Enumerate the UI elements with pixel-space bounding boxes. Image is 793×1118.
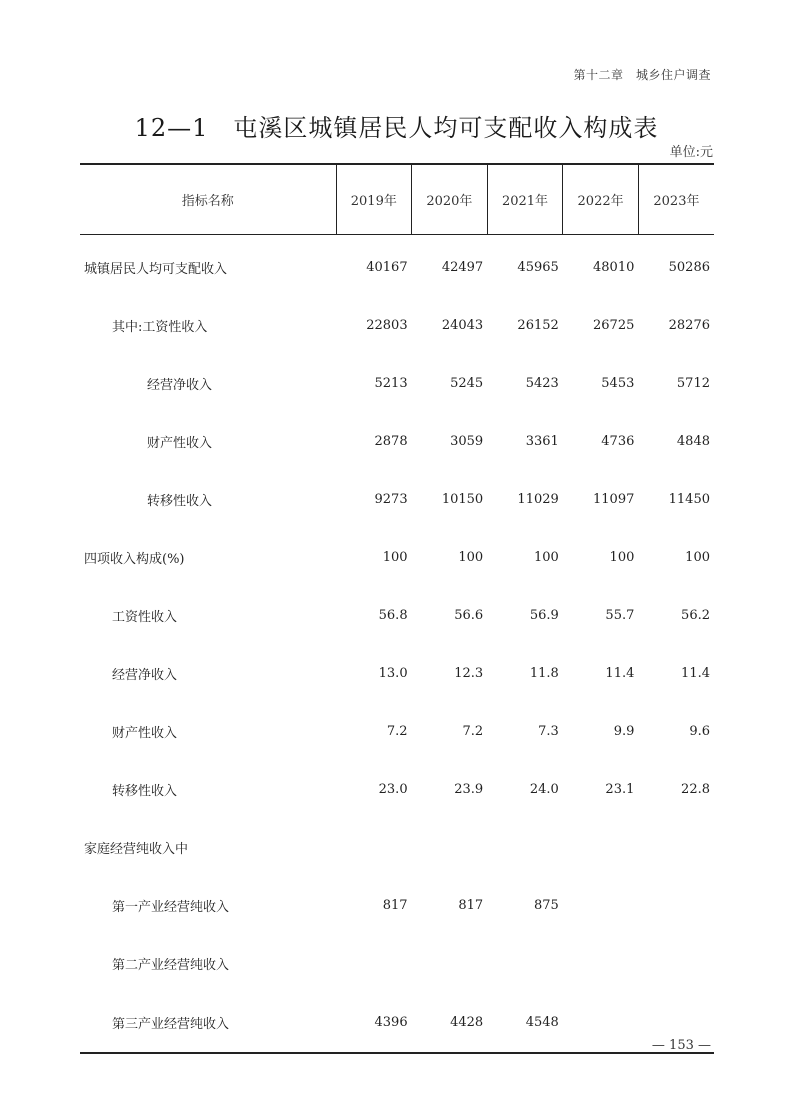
row-label: 经营净收入 bbox=[112, 667, 178, 683]
table-row bbox=[80, 412, 714, 470]
cell-value bbox=[412, 760, 488, 818]
table-row bbox=[80, 470, 714, 528]
chapter-header: 第十二章 城乡住户调查 bbox=[573, 68, 711, 82]
cell-value bbox=[336, 934, 412, 992]
cell-value bbox=[638, 876, 714, 934]
cell-text: 4548 bbox=[525, 1014, 559, 1030]
cell-value bbox=[487, 992, 563, 1053]
cell-text: 3059 bbox=[450, 433, 484, 449]
row-label: 工资性收入 bbox=[112, 609, 178, 625]
cell-text: 11.4 bbox=[605, 665, 635, 681]
cell-value bbox=[412, 644, 488, 702]
cell-value bbox=[412, 586, 488, 644]
cell-text: 26725 bbox=[593, 317, 635, 333]
cell-value bbox=[336, 235, 412, 297]
cell-value bbox=[412, 992, 488, 1053]
cell-text: 48010 bbox=[593, 259, 635, 275]
cell-text: 4736 bbox=[601, 433, 635, 449]
cell-value bbox=[563, 235, 639, 297]
table-row bbox=[80, 296, 714, 354]
cell-value bbox=[336, 586, 412, 644]
cell-text: 5712 bbox=[676, 375, 710, 391]
cell-value bbox=[336, 528, 412, 586]
cell-value bbox=[563, 934, 639, 992]
cell-text: 42497 bbox=[441, 259, 484, 275]
cell-text: 7.2 bbox=[386, 723, 408, 739]
cell-text: 56.8 bbox=[378, 607, 408, 623]
table-row bbox=[80, 760, 714, 818]
cell-value bbox=[563, 296, 639, 354]
table-row bbox=[80, 702, 714, 760]
cell-value bbox=[638, 528, 714, 586]
cell-value bbox=[487, 934, 563, 992]
row-label: 第三产业经营纯收入 bbox=[80, 992, 336, 1053]
table-row bbox=[80, 818, 714, 876]
cell-value bbox=[638, 702, 714, 760]
cell-value bbox=[412, 528, 488, 586]
cell-text: 100 bbox=[685, 549, 710, 565]
column-header-2023: 2023年 bbox=[638, 164, 714, 235]
table-row bbox=[80, 354, 714, 412]
cell-text: 11029 bbox=[517, 491, 559, 507]
cell-value bbox=[412, 876, 488, 934]
cell-text: 56.6 bbox=[454, 607, 484, 623]
cell-value bbox=[563, 702, 639, 760]
cell-text: 23.9 bbox=[454, 781, 484, 797]
page-number: — 153 — bbox=[651, 1038, 711, 1053]
cell-text: 11097 bbox=[593, 491, 635, 507]
cell-value bbox=[638, 818, 714, 876]
cell-value bbox=[638, 470, 714, 528]
unit-label: 单位:元 bbox=[669, 145, 713, 160]
cell-value bbox=[336, 644, 412, 702]
row-label: 其中:工资性收入 bbox=[112, 319, 208, 335]
cell-value bbox=[563, 528, 639, 586]
cell-value bbox=[336, 354, 412, 412]
cell-text: 56.9 bbox=[529, 607, 559, 623]
cell-value bbox=[487, 470, 563, 528]
cell-value bbox=[487, 354, 563, 412]
column-header-indicator: 指标名称 bbox=[80, 164, 336, 235]
cell-value bbox=[563, 760, 639, 818]
cell-value bbox=[487, 412, 563, 470]
cell-value bbox=[336, 876, 412, 934]
cell-text: 40167 bbox=[366, 259, 408, 275]
cell-text: 23.0 bbox=[378, 781, 408, 797]
cell-value bbox=[412, 296, 488, 354]
cell-text: 22.8 bbox=[681, 781, 710, 797]
column-header-2020: 2020年 bbox=[412, 164, 488, 235]
cell-value bbox=[638, 354, 714, 412]
cell-text: 23.1 bbox=[605, 781, 635, 797]
cell-value bbox=[563, 992, 639, 1053]
income-table bbox=[80, 163, 714, 1054]
row-label: 经营净收入 bbox=[147, 377, 213, 393]
cell-value bbox=[638, 235, 714, 297]
cell-text: 13.0 bbox=[378, 665, 408, 681]
cell-text: 26152 bbox=[517, 317, 559, 333]
cell-text: 12.3 bbox=[454, 665, 484, 681]
table-row bbox=[80, 934, 714, 992]
cell-text: 50286 bbox=[668, 259, 710, 275]
cell-text: 5245 bbox=[450, 375, 484, 391]
cell-text: 56.2 bbox=[681, 607, 710, 623]
table-row bbox=[80, 528, 714, 586]
cell-value bbox=[563, 470, 639, 528]
cell-text: 4848 bbox=[676, 433, 710, 449]
row-label: 转移性收入 bbox=[147, 493, 213, 509]
cell-text: 100 bbox=[609, 549, 635, 565]
cell-value bbox=[487, 235, 563, 297]
cell-value bbox=[563, 818, 639, 876]
cell-value bbox=[412, 818, 488, 876]
cell-text: 11.8 bbox=[529, 665, 559, 681]
row-label: 转移性收入 bbox=[112, 783, 178, 799]
cell-value bbox=[563, 644, 639, 702]
cell-text: 24043 bbox=[441, 317, 484, 333]
cell-text: 28276 bbox=[668, 317, 710, 333]
cell-text: 9.6 bbox=[689, 723, 710, 739]
cell-text: 3361 bbox=[525, 433, 559, 449]
row-label: 财产性收入 bbox=[112, 725, 178, 741]
cell-value bbox=[638, 296, 714, 354]
cell-value bbox=[336, 702, 412, 760]
cell-value bbox=[487, 876, 563, 934]
cell-value bbox=[638, 644, 714, 702]
cell-text: 100 bbox=[533, 549, 559, 565]
cell-text: 22803 bbox=[366, 317, 408, 333]
cell-value bbox=[336, 296, 412, 354]
cell-value bbox=[487, 296, 563, 354]
cell-value bbox=[336, 818, 412, 876]
table-body bbox=[80, 235, 714, 1054]
cell-text: 5423 bbox=[525, 375, 559, 391]
cell-value bbox=[412, 235, 488, 297]
row-label: 家庭经营纯收入中 bbox=[84, 841, 189, 857]
table-row bbox=[80, 992, 714, 1053]
cell-text: 4396 bbox=[374, 1014, 408, 1030]
table-title: 12—1 屯溪区城镇居民人均可支配收入构成表 bbox=[134, 114, 659, 142]
cell-text: 2878 bbox=[374, 433, 408, 449]
cell-value bbox=[638, 760, 714, 818]
row-label: 第二产业经营纯收入 bbox=[112, 957, 230, 973]
cell-value bbox=[563, 412, 639, 470]
row-label: 城镇居民人均可支配收入 bbox=[84, 261, 228, 277]
cell-value bbox=[412, 470, 488, 528]
table-header-row bbox=[80, 164, 714, 235]
cell-text: 11450 bbox=[668, 491, 710, 507]
cell-value bbox=[563, 586, 639, 644]
table-row bbox=[80, 876, 714, 934]
cell-value bbox=[412, 412, 488, 470]
cell-value bbox=[487, 586, 563, 644]
table-row bbox=[80, 644, 714, 702]
cell-value bbox=[487, 760, 563, 818]
cell-text: 100 bbox=[382, 549, 408, 565]
cell-value bbox=[487, 644, 563, 702]
cell-text: 817 bbox=[458, 897, 484, 913]
cell-text: 5453 bbox=[601, 375, 635, 391]
cell-text: 10150 bbox=[441, 491, 484, 507]
cell-text: 4428 bbox=[450, 1014, 484, 1030]
cell-text: 817 bbox=[382, 897, 408, 913]
cell-value bbox=[336, 470, 412, 528]
cell-value bbox=[487, 702, 563, 760]
cell-value bbox=[563, 354, 639, 412]
cell-text: 9273 bbox=[374, 491, 408, 507]
cell-value bbox=[638, 934, 714, 992]
row-label: 财产性收入 bbox=[147, 435, 213, 451]
cell-value bbox=[336, 760, 412, 818]
column-header-2019: 2019年 bbox=[336, 164, 412, 235]
cell-text: 7.3 bbox=[538, 723, 559, 739]
cell-value bbox=[412, 702, 488, 760]
cell-text: 55.7 bbox=[605, 607, 635, 623]
cell-text: 5213 bbox=[374, 375, 408, 391]
cell-value bbox=[638, 586, 714, 644]
cell-text: 7.2 bbox=[462, 723, 484, 739]
cell-value bbox=[487, 528, 563, 586]
table-row bbox=[80, 235, 714, 297]
table-row bbox=[80, 586, 714, 644]
cell-value bbox=[336, 992, 412, 1053]
cell-value bbox=[336, 412, 412, 470]
column-header-2021: 2021年 bbox=[487, 164, 563, 235]
cell-text: 100 bbox=[458, 549, 484, 565]
row-label: 第一产业经营纯收入 bbox=[112, 899, 230, 915]
cell-value bbox=[412, 354, 488, 412]
cell-value bbox=[563, 876, 639, 934]
row-label: 四项收入构成(%) bbox=[84, 551, 185, 567]
cell-value bbox=[638, 412, 714, 470]
cell-text: 24.0 bbox=[529, 781, 559, 797]
cell-value bbox=[412, 934, 488, 992]
cell-text: 45965 bbox=[517, 259, 559, 275]
column-header-2022: 2022年 bbox=[563, 164, 639, 235]
cell-text: 11.4 bbox=[681, 665, 710, 681]
cell-text: 9.9 bbox=[613, 723, 635, 739]
cell-value bbox=[487, 818, 563, 876]
cell-text: 875 bbox=[533, 897, 559, 913]
